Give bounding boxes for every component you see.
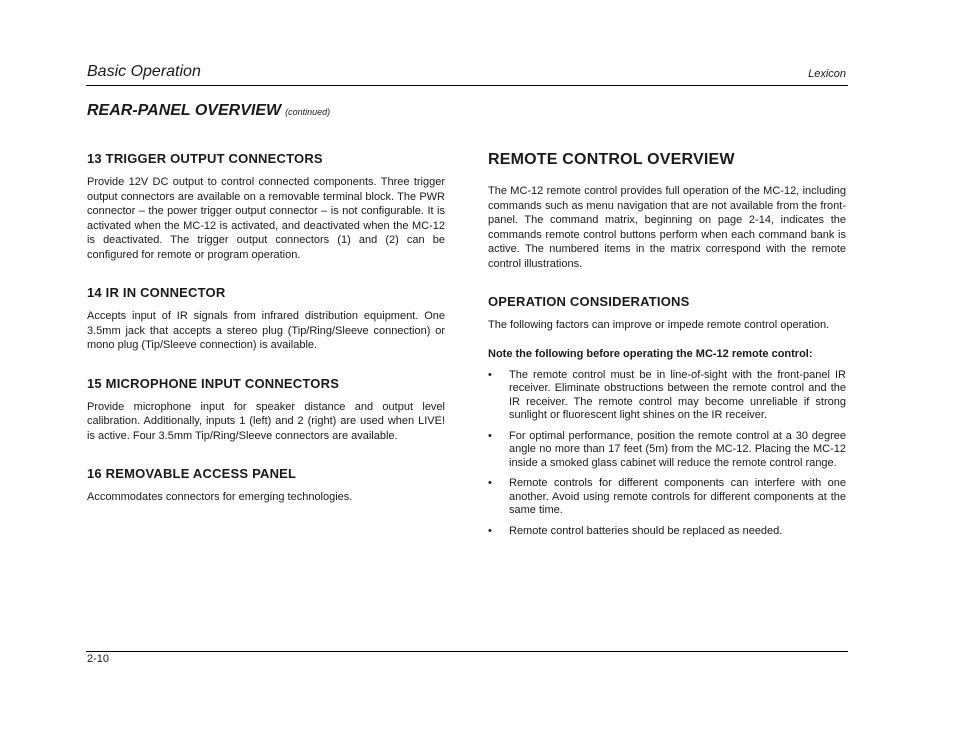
section-13-heading: 13 TRIGGER OUTPUT CONNECTORS — [87, 151, 323, 166]
right-column — [488, 151, 846, 538]
list-item — [488, 369, 846, 423]
bullet-icon: • — [488, 477, 492, 489]
list-item — [488, 477, 846, 518]
remote-overview-heading: REMOTE CONTROL OVERVIEW — [488, 151, 735, 168]
list-item — [488, 430, 846, 471]
section-14-body: Accepts input of IR signals from infrared distribution equipment. One 3.5mm jack that accepts a stereo plug (Tip/Ring/Sleeve connection) or mono plug (Tip/Sleeve connection) is available. — [87, 310, 445, 351]
section-15-body: Provide microphone input for speaker distance and output level calibration. Additionally, inputs 1 (left) and 2 (right) are used when LIVE! is active. Four 3.5mm Tip/Ring/Sleeve connectors are available. — [87, 400, 445, 442]
page-number: 2-10 — [87, 653, 110, 665]
page-title — [87, 102, 330, 120]
operation-bullet-list — [488, 369, 846, 539]
list-item-text: The remote control must be in line-of-sight with the front-panel IR receiver. Eliminate obstructions between the remote control and the IR receiver. The remote control may become unreliable if strong sunlight or fluorescent light shines on the IR receiver. — [509, 368, 846, 421]
operation-note: Note the following before operating the MC-12 remote control: — [488, 347, 813, 360]
section-14-heading: 14 IR IN CONNECTOR — [87, 285, 226, 300]
running-header-section: Basic Operation — [87, 63, 201, 80]
list-item-text: For optimal performance, position the remote control at a 30 degree angle no more than 17 feet (5m) from the MC-12. Placing the MC-12 inside a smoked glass cabinet will reduce the remote control range. — [509, 429, 846, 469]
left-column — [87, 151, 445, 505]
running-header-brand: Lexicon — [808, 68, 846, 80]
bullet-icon: • — [488, 368, 492, 381]
section-13-body: Provide 12V DC output to control connected components. Three trigger output connectors are available on a removable terminal block. The PWR connector – the power trigger output connector – is not configurable. It is activated when the MC-12 is activated, and deactivated when the MC-12 is deactivated. The trigger output connectors (1) and (2) can be configured for remote or program operation. — [87, 176, 445, 261]
bullet-icon: • — [488, 429, 492, 442]
section-16-body: Accommodates connectors for emerging technologies. — [87, 491, 353, 503]
remote-overview-body: The MC-12 remote control provides full operation of the MC-12, including commands such as menu navigation that are not available from the front-panel. The command matrix, beginning on page 2-14, indicates the commands remote control buttons perform when each command bank is active. The numbered items in the matrix correspond with the remote control illustrations. — [488, 185, 846, 270]
bullet-icon: • — [488, 524, 492, 537]
page-title-text: REAR-PANEL OVERVIEW — [87, 102, 282, 119]
operation-body: The following factors can improve or impede remote control operation. — [488, 319, 830, 331]
operation-heading: OPERATION CONSIDERATIONS — [488, 294, 690, 309]
continued-note: (continued) — [285, 107, 331, 117]
header-rule — [86, 85, 848, 86]
footer-rule — [86, 651, 848, 652]
list-item-text: Remote controls for different components can interfere with one another. Avoid using remote controls for different components at the same time. — [509, 477, 846, 516]
section-16-heading: 16 REMOVABLE ACCESS PANEL — [87, 466, 297, 481]
list-item-text: Remote control batteries should be replaced as needed. — [509, 524, 783, 537]
section-15-heading: 15 MICROPHONE INPUT CONNECTORS — [87, 375, 340, 391]
list-item — [488, 525, 846, 539]
